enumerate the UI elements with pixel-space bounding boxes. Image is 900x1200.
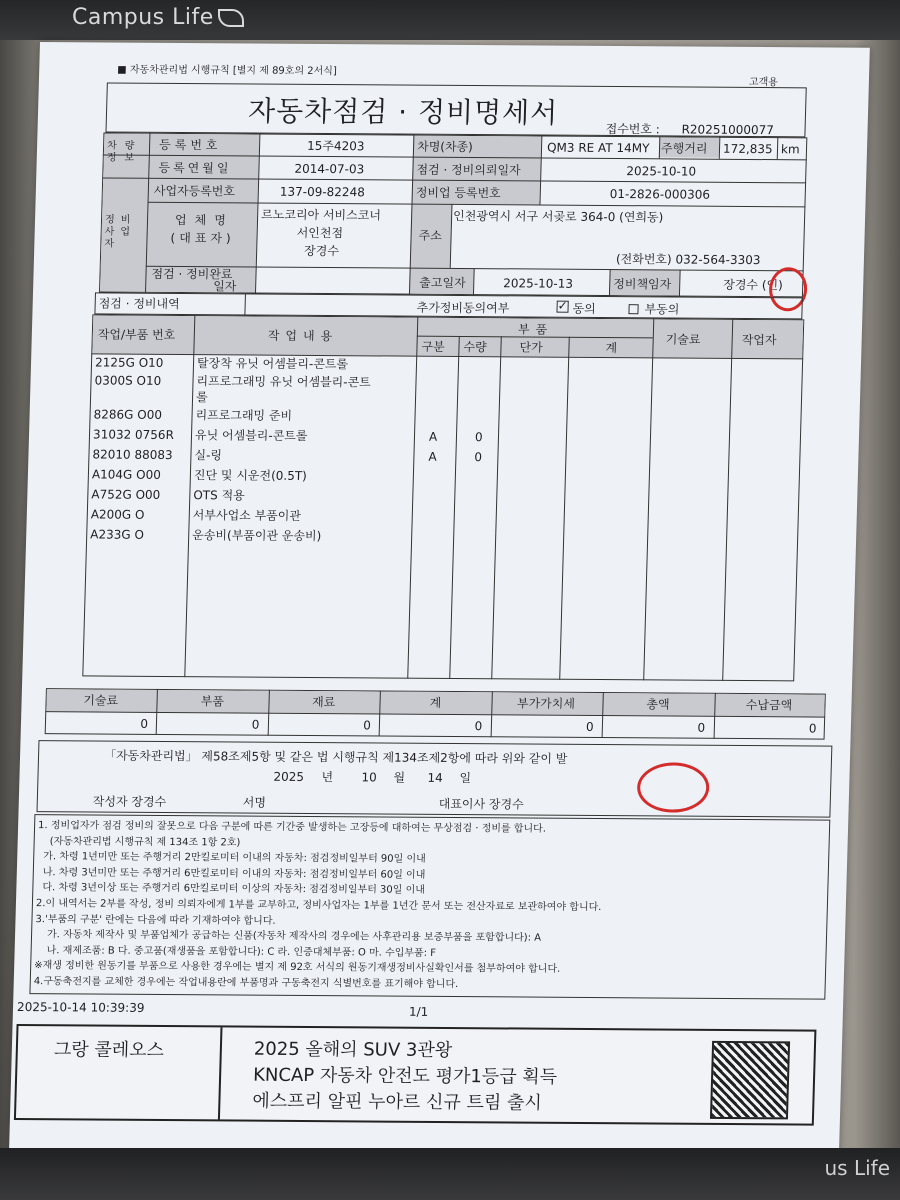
total-value: 0 [585, 719, 594, 734]
total-label: 기술료 [83, 693, 119, 708]
total-value: 0 [808, 721, 817, 736]
total-label: 계 [429, 695, 442, 710]
page-title: 자동차점검 · 정비명세서 [247, 94, 559, 130]
rule-reference: ■ 자동차관리법 시행규칙 [별지 제 89호의 2서식] [117, 64, 337, 78]
col-type: 구분 [421, 339, 445, 354]
disagree-label: 부동의 [644, 302, 680, 317]
bottom-binder [0, 1148, 900, 1200]
note-line: 다. 차령 3년이상 또는 주행거리 6만킬로미터 이상의 자동차: 점검정비일부터 30일 이내 [42, 882, 426, 897]
row-qty: 0 [474, 430, 483, 445]
model-value: QM3 RE AT 14MY [546, 140, 650, 156]
receipt-number: R20251000077 [681, 122, 775, 138]
biz-no-label: 사업자등록번호 [153, 183, 236, 199]
signature-label: 서명 [242, 795, 267, 810]
total-label: 수납금액 [745, 698, 793, 713]
brand-logo-bottom: us Life [824, 1156, 890, 1180]
brand-text: Campus Life [72, 5, 214, 30]
row-type: A [428, 449, 437, 464]
representative-name: 장경수 [303, 243, 340, 259]
total-value: 0 [697, 720, 706, 735]
manager-label: 정비책임자 [613, 277, 672, 292]
agree-label: 동의 [572, 301, 596, 316]
print-timestamp: 2025-10-14 10:39:39 [16, 1000, 145, 1015]
total-label: 재료 [311, 695, 336, 710]
row-desc: 유닛 어셈블리-콘트롤 [194, 428, 308, 443]
rep-label: (대표자) [170, 230, 235, 246]
col-qty: 수량 [463, 340, 487, 355]
total-value: 0 [363, 718, 372, 733]
mileage-value: 172,835 [722, 141, 773, 157]
copy-type: 고객용 [748, 76, 779, 89]
row-desc: 실-링 [194, 448, 223, 463]
col-worker: 작업자 [741, 332, 777, 348]
biz-no-value: 137-09-82248 [279, 184, 366, 200]
row-part-no: 82010 88083 [92, 447, 173, 462]
reg-date-value: 2014-07-03 [294, 161, 365, 177]
row-part-no: 31032 0756R [92, 427, 175, 443]
total-label: 부가가치세 [516, 696, 576, 711]
total-label: 부품 [200, 694, 225, 709]
model-label: 차명(차종) [416, 139, 474, 155]
month-value: 10 [361, 770, 377, 785]
ad-line-2: KNCAP 자동차 안전도 평가1등급 획득 [252, 1064, 558, 1088]
agree-checkbox[interactable]: ✓ [557, 298, 568, 313]
note-line: 가. 차령 1년미만 또는 주행거리 2만킬로미터 이내의 자동차: 점검정비일부터 90일 이내 [43, 851, 426, 866]
qr-code[interactable] [710, 1041, 790, 1120]
row-desc: 탈장착 유닛 어셈블리-콘트롤 [196, 356, 349, 372]
ad-brand: 그랑 콜레오스 [53, 1039, 165, 1062]
disagree-checkbox[interactable] [628, 304, 638, 314]
leaf-icon [218, 9, 244, 27]
total-value: 0 [140, 716, 149, 731]
out-date-label: 출고일자 [419, 275, 466, 291]
year-value: 2025 [273, 769, 305, 784]
day-value: 14 [427, 770, 443, 785]
reg-no-label: 등록번호 [158, 137, 222, 153]
complete-date-label: 점검 · 정비완료 [151, 266, 233, 282]
request-date-label: 점검 · 정비의뢰일자 [416, 162, 521, 178]
note-line: 3.'부품의 구분' 란에는 다음에 따라 기재하여야 합니다. [35, 913, 276, 927]
consent-label: 추가정비동의여부 [416, 300, 510, 316]
manager-value: 장경수 (인) [723, 277, 783, 293]
brand-logo-top [72, 5, 244, 30]
note-line: 1. 정비업자가 점검 정비의 잘못으로 다음 구분에 따른 기간중 발생하는 고장등에 대하여는 무상점검 · 정비를 합니다. [37, 820, 547, 835]
ad-line-3: 에스프리 알핀 누아르 신규 트림 출시 [252, 1090, 543, 1114]
page-number: 1/1 [408, 1004, 429, 1019]
note-line: ※재생 정비한 원동기를 부품으로 사용한 경우에는 별지 제 92호 서식의 원동기재생정비사실확인서를 첨부하여야 합니다. [34, 960, 561, 976]
shop-reg-value: 01-2826-000306 [609, 187, 711, 202]
day-unit: 일 [459, 771, 472, 786]
year-unit: 년 [321, 770, 334, 785]
col-tech: 기술료 [665, 332, 701, 347]
row-desc: 리프로그래밍 준비 [195, 408, 293, 423]
row-desc-cont: 롤 [195, 390, 208, 405]
ad-divider [218, 1027, 223, 1119]
request-date-value: 2025-10-10 [626, 164, 697, 179]
month-unit: 월 [393, 770, 406, 785]
address-label: 주소 [418, 228, 442, 243]
col-part-no: 작업/부품 번호 [97, 327, 176, 342]
row-part-no: A104G O00 [91, 467, 162, 482]
company-name: 르노코리아 서비스코너 [260, 207, 382, 223]
out-date-value: 2025-10-13 [503, 276, 574, 291]
maintenance-statement [9, 42, 870, 1158]
row-desc: 진단 및 시운전(0.5T) [193, 468, 308, 483]
company-name-label: 업체명 [174, 212, 234, 228]
total-label: 총액 [646, 697, 670, 712]
ceo: 대표이사 장경수 [438, 796, 524, 812]
note-line: 나. 차령 3년미만 또는 주행거리 6만킬로미터 이내의 자동차: 점검정비일부터 60일 이내 [42, 866, 426, 881]
total-value: 0 [251, 717, 260, 732]
mileage-unit: km [780, 142, 800, 157]
complete-date-label-2: 일자 [212, 279, 237, 294]
reg-no-value: 15주4203 [306, 138, 365, 154]
note-line: 2.이 내역서는 2부를 작성, 정비 의뢰자에게 1부를 교부하고, 정비사업자는 1부를 1년간 문서 또는 전산자료로 보관하여야 합니다. [35, 898, 602, 914]
col-parts: 부품 [517, 322, 554, 337]
shop-reg-label: 정비업 등록번호 [415, 185, 501, 201]
row-part-no: 2125G O10 [94, 355, 164, 370]
note-line: 4.구동축전지를 교체한 경우에는 작업내용란에 부품명과 구동축전지 식별번호를 표기해야 합니다. [33, 976, 459, 991]
row-desc: 서부사업소 부품이관 [192, 508, 302, 523]
vehicle-section-label: 차량정보 [106, 140, 143, 164]
total-value: 0 [474, 719, 483, 734]
reg-date-label: 등록연월일 [158, 160, 232, 176]
ad-banner [14, 1024, 817, 1126]
shop-section-label: 정비사업자 [104, 214, 137, 250]
work-content-label: 점검 · 정비내역 [98, 296, 180, 312]
address-value: 인천광역시 서구 서곶로 364-0 (연희동) [452, 208, 664, 225]
mileage-label: 주행거리 [660, 141, 708, 156]
col-unit: 단가 [519, 340, 543, 355]
law-statement: 「자동차관리법」 제58조제5항 및 같은 법 시행규칙 제134조제2항에 따라 위와 같이 발 [103, 748, 568, 766]
row-part-no: A752G O00 [91, 487, 161, 502]
ad-line-1: 2025 올해의 SUV 3관왕 [253, 1038, 453, 1062]
row-type: A [428, 429, 438, 444]
receipt-label: 접수번호 : [605, 121, 661, 137]
note-line: (자동차관리법 시행규칙 제 134조 1항 2호) [49, 835, 241, 849]
row-part-no: 0300S O10 [94, 373, 162, 388]
row-qty: 0 [474, 450, 483, 465]
phone-value: (전화번호) 032-564-3303 [615, 252, 761, 268]
row-desc: 리프로그래밍 유닛 어셈블리-콘트 [196, 374, 371, 390]
row-part-no: A200G O [90, 507, 145, 522]
company-name-branch: 서인천점 [296, 225, 344, 241]
row-desc: OTS 적용 [193, 488, 245, 503]
top-binder [0, 0, 900, 40]
row-desc: 운송비(부품이관 운송비) [192, 528, 322, 544]
row-part-no: A233G O [90, 527, 145, 542]
writer: 작성자 장경수 [92, 794, 167, 810]
work-table [82, 314, 804, 681]
note-line: 나. 재제조품: B 다. 중고품(재생품을 포함합니다): C 라. 인증대체부품: O 마. 수입부품: F [46, 944, 437, 959]
note-line: 가. 자동차 제작사 및 부품업체가 공급하는 신품(자동차 제작사의 경우에는 사후관리용 보증부품을 포함합니다): A [46, 929, 542, 944]
col-sum: 계 [605, 341, 618, 356]
col-desc: 작업내용 [267, 328, 339, 344]
row-part-no: 8286G O00 [93, 407, 163, 422]
